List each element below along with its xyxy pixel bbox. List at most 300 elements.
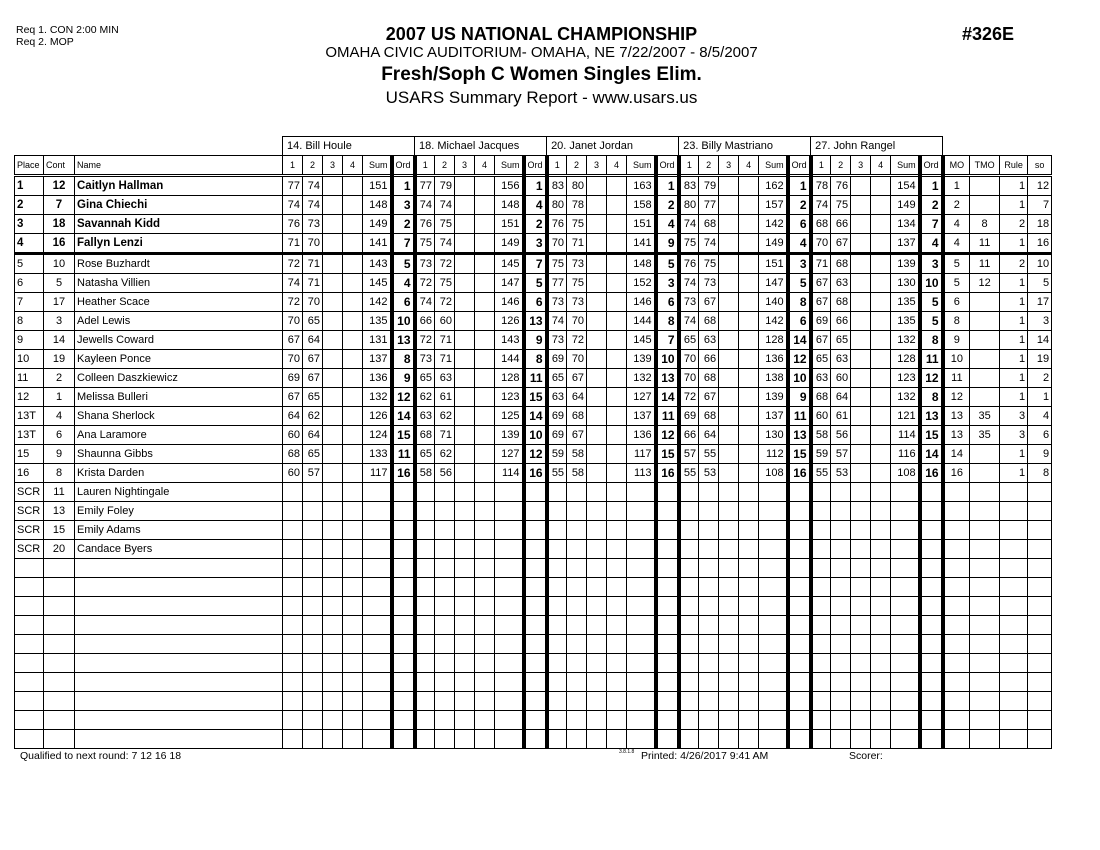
blank-cell [323,597,343,616]
score-4 [739,369,759,388]
ordinal: 9 [524,331,547,350]
score-1: 70 [283,350,303,369]
score-4 [343,369,363,388]
ordinal: 12 [788,350,811,369]
score-2: 68 [831,293,851,312]
col-judge-sum: Sum [759,156,788,176]
blank-row [15,578,1052,597]
printed-timestamp: Printed: 4/26/2017 9:41 AM [641,750,769,762]
score-4 [343,215,363,234]
score-3 [719,331,739,350]
col-judge-ord: Ord [656,156,679,176]
blank-cell [44,578,75,597]
blank-cell [719,597,739,616]
blank-cell [607,635,627,654]
ordinal: 3 [524,234,547,254]
score-3 [719,274,739,293]
score-1 [547,540,567,559]
blank-cell [44,711,75,730]
blank-cell [495,559,524,578]
score-4 [871,407,891,426]
blank-cell [891,616,920,635]
score-4 [607,540,627,559]
score-3 [455,274,475,293]
so-cell: 14 [1028,331,1052,350]
score-2: 73 [567,254,587,274]
score-3 [455,426,475,445]
blank-cell [739,654,759,673]
blank-cell [627,730,656,749]
score-3 [587,312,607,331]
blank-row [15,673,1052,692]
table-row [15,293,1052,312]
score-4 [607,388,627,407]
blank-cell [920,597,943,616]
blank-cell [524,673,547,692]
score-2 [435,540,455,559]
blank-cell [75,692,283,711]
ordinal: 16 [920,464,943,483]
mo-cell: 13 [943,407,970,426]
blank-cell [943,635,970,654]
blank-cell [283,559,303,578]
blank-cell [475,692,495,711]
blank-cell [811,730,831,749]
score-4 [343,274,363,293]
score-sum: 143 [363,254,392,274]
score-sum: 144 [495,350,524,369]
name-cell: Shana Sherlock [75,407,283,426]
ordinal: 3 [788,254,811,274]
blank-cell [415,597,435,616]
blank-cell [415,616,435,635]
score-1: 74 [679,215,699,234]
blank-cell [607,730,627,749]
score-3 [851,274,871,293]
score-1: 70 [547,234,567,254]
place-cell: 3 [15,215,44,234]
blank-cell [739,616,759,635]
score-2 [435,521,455,540]
score-3 [455,369,475,388]
score-3 [587,483,607,502]
score-2: 56 [435,464,455,483]
score-sum: 147 [495,274,524,293]
score-sum: 151 [759,254,788,274]
blank-cell [851,711,871,730]
score-sum: 137 [891,234,920,254]
score-4 [739,254,759,274]
score-4 [871,274,891,293]
blank-cell [343,730,363,749]
blank-cell [699,559,719,578]
score-4 [607,407,627,426]
blank-cell [607,673,627,692]
blank-cell [943,578,970,597]
score-2: 60 [831,369,851,388]
ordinal: 15 [392,426,415,445]
score-sum: 137 [363,350,392,369]
blank-cell [627,654,656,673]
blank-cell [811,635,831,654]
blank-cell [871,559,891,578]
score-3 [851,215,871,234]
cont-cell: 11 [44,483,75,502]
score-4 [607,464,627,483]
score-sum: 158 [627,196,656,215]
blank-cell [970,597,1000,616]
score-1: 72 [415,331,435,350]
score-sum: 113 [627,464,656,483]
col-judge-sum: Sum [495,156,524,176]
score-2: 78 [567,196,587,215]
score-3 [587,293,607,312]
score-4 [475,234,495,254]
score-sum: 125 [495,407,524,426]
blank-cell [831,559,851,578]
blank-cell [455,730,475,749]
score-4 [739,540,759,559]
blank-cell [303,711,323,730]
table-row [15,350,1052,369]
score-3 [719,254,739,274]
tmo-cell [970,540,1000,559]
blank-cell [524,692,547,711]
blank-cell [44,673,75,692]
blank-cell [891,692,920,711]
score-4 [343,176,363,196]
rule-cell: 1 [1000,350,1028,369]
blank-cell [15,635,44,654]
score-1: 73 [679,293,699,312]
score-3 [587,521,607,540]
score-4 [475,369,495,388]
blank-cell [15,559,44,578]
blank-cell [283,673,303,692]
score-sum: 143 [495,331,524,350]
blank-cell [283,692,303,711]
score-4 [871,254,891,274]
blank-cell [891,730,920,749]
score-4 [475,426,495,445]
score-4 [475,464,495,483]
score-4 [343,234,363,254]
score-sum [891,483,920,502]
blank-cell [392,692,415,711]
blank-cell [699,692,719,711]
blank-cell [455,711,475,730]
blank-cell [283,730,303,749]
col-judge-3: 3 [719,156,739,176]
score-2 [567,502,587,521]
blank-cell [495,616,524,635]
ordinal [656,502,679,521]
name-cell: Kayleen Ponce [75,350,283,369]
score-sum [759,540,788,559]
blank-cell [1000,730,1028,749]
blank-cell [392,654,415,673]
score-2: 56 [831,426,851,445]
score-3 [851,521,871,540]
score-2: 73 [567,293,587,312]
blank-cell [363,673,392,692]
score-sum: 136 [627,426,656,445]
score-1: 74 [415,196,435,215]
mo-cell: 5 [943,254,970,274]
score-1: 74 [415,293,435,312]
blank-cell [719,578,739,597]
score-3 [719,540,739,559]
blank-cell [811,673,831,692]
ordinal: 15 [920,426,943,445]
mo-cell [943,521,970,540]
blank-cell [759,673,788,692]
blank-cell [455,635,475,654]
blank-cell [891,654,920,673]
score-1: 59 [547,445,567,464]
blank-cell [920,578,943,597]
score-1 [547,483,567,502]
tmo-cell: 12 [970,274,1000,293]
blank-cell [323,711,343,730]
blank-cell [567,730,587,749]
blank-cell [871,578,891,597]
ordinal: 8 [392,350,415,369]
score-1: 77 [415,176,435,196]
rule-cell: 1 [1000,293,1028,312]
score-2: 74 [435,234,455,254]
score-4 [343,502,363,521]
score-4 [739,196,759,215]
tmo-cell: 35 [970,407,1000,426]
so-cell: 19 [1028,350,1052,369]
score-4 [607,176,627,196]
score-3 [587,426,607,445]
score-sum: 114 [495,464,524,483]
blank-cell [15,730,44,749]
blank-cell [719,654,739,673]
score-2 [435,483,455,502]
blank-cell [343,635,363,654]
col-judge-4: 4 [475,156,495,176]
ordinal: 11 [524,369,547,388]
blank-cell [44,616,75,635]
name-cell: Ana Laramore [75,426,283,445]
blank-cell [75,730,283,749]
cont-cell: 13 [44,502,75,521]
blank-cell [455,673,475,692]
place-cell: 8 [15,312,44,331]
blank-cell [44,597,75,616]
col-tmo: TMO [970,156,1000,176]
score-1 [283,540,303,559]
score-3 [455,445,475,464]
score-1 [415,483,435,502]
score-sum: 148 [363,196,392,215]
blank-cell [970,578,1000,597]
score-3 [323,196,343,215]
score-1: 76 [415,215,435,234]
score-2 [699,521,719,540]
score-3 [719,426,739,445]
blank-cell [323,616,343,635]
blank-cell [363,730,392,749]
ordinal: 5 [656,254,679,274]
score-3 [719,407,739,426]
blank-cell [831,597,851,616]
blank-cell [1000,597,1028,616]
blank-cell [656,578,679,597]
score-4 [607,312,627,331]
score-sum: 162 [759,176,788,196]
ordinal [656,540,679,559]
score-4 [607,254,627,274]
score-4 [739,293,759,312]
score-1 [811,540,831,559]
name-cell: Emily Foley [75,502,283,521]
blank-cell [363,654,392,673]
blank-cell [891,635,920,654]
blank-cell [970,711,1000,730]
tmo-cell [970,445,1000,464]
blank-cell [392,578,415,597]
score-3 [851,176,871,196]
tmo-cell: 8 [970,215,1000,234]
blank-cell [679,711,699,730]
blank-cell [587,730,607,749]
score-2: 67 [699,293,719,312]
score-2: 66 [831,215,851,234]
rule-cell: 1 [1000,312,1028,331]
ordinal: 2 [920,196,943,215]
col-judge-ord: Ord [920,156,943,176]
score-1: 55 [547,464,567,483]
blank-cell [739,730,759,749]
name-cell: Emily Adams [75,521,283,540]
blank-cell [475,730,495,749]
score-3 [719,196,739,215]
blank-cell [739,597,759,616]
score-3 [851,407,871,426]
blank-cell [415,654,435,673]
score-sum: 123 [495,388,524,407]
ordinal: 6 [656,293,679,312]
blank-cell [759,635,788,654]
score-2: 74 [435,196,455,215]
blank-cell [547,597,567,616]
blank-cell [415,673,435,692]
blank-cell [343,654,363,673]
score-2 [699,502,719,521]
blank-cell [15,654,44,673]
blank-cell [1000,635,1028,654]
ordinal: 10 [656,350,679,369]
ordinal: 5 [920,312,943,331]
blank-cell [788,730,811,749]
blank-cell [435,616,455,635]
score-sum: 154 [891,176,920,196]
cont-cell: 20 [44,540,75,559]
ordinal: 10 [788,369,811,388]
blank-cell [739,692,759,711]
col-so: so [1028,156,1052,176]
score-3 [719,445,739,464]
mo-cell: 6 [943,293,970,312]
spacer [943,137,1052,156]
tmo-cell [970,312,1000,331]
event-title: Fresh/Soph C Women Singles Elim. [381,64,702,85]
rule-cell: 1 [1000,176,1028,196]
blank-cell [323,692,343,711]
blank-cell [943,654,970,673]
score-2 [303,502,323,521]
ordinal: 1 [656,176,679,196]
blank-cell [719,616,739,635]
score-sum [891,521,920,540]
score-1: 59 [811,445,831,464]
score-2: 68 [699,215,719,234]
blank-cell [283,635,303,654]
score-4 [607,196,627,215]
blank-cell [392,597,415,616]
blank-cell [871,692,891,711]
blank-cell [679,578,699,597]
score-4 [607,293,627,312]
blank-cell [75,654,283,673]
score-sum: 151 [495,215,524,234]
score-1: 74 [679,312,699,331]
blank-cell [970,692,1000,711]
score-sum: 146 [495,293,524,312]
ordinal [920,502,943,521]
cont-cell: 4 [44,407,75,426]
blank-cell [343,692,363,711]
blank-cell [547,692,567,711]
blank-cell [679,692,699,711]
blank-cell [943,692,970,711]
ordinal: 12 [392,388,415,407]
score-4 [343,293,363,312]
score-sum [363,502,392,521]
score-3 [851,388,871,407]
blank-cell [920,730,943,749]
score-2: 63 [831,350,851,369]
blank-cell [811,559,831,578]
blank-cell [283,654,303,673]
ordinal: 1 [392,176,415,196]
ordinal [920,483,943,502]
table-row [15,312,1052,331]
cont-cell: 17 [44,293,75,312]
score-sum: 112 [759,445,788,464]
blank-cell [1028,597,1052,616]
score-sum: 132 [363,388,392,407]
score-4 [607,331,627,350]
score-1: 75 [415,234,435,254]
ordinal: 14 [920,445,943,464]
score-3 [323,445,343,464]
ordinal: 16 [656,464,679,483]
score-4 [739,445,759,464]
blank-cell [495,673,524,692]
ordinal: 11 [920,350,943,369]
score-3 [455,521,475,540]
score-1: 70 [283,312,303,331]
mo-cell [943,483,970,502]
score-3 [587,369,607,388]
cont-cell: 16 [44,234,75,254]
col-judge-ord: Ord [524,156,547,176]
